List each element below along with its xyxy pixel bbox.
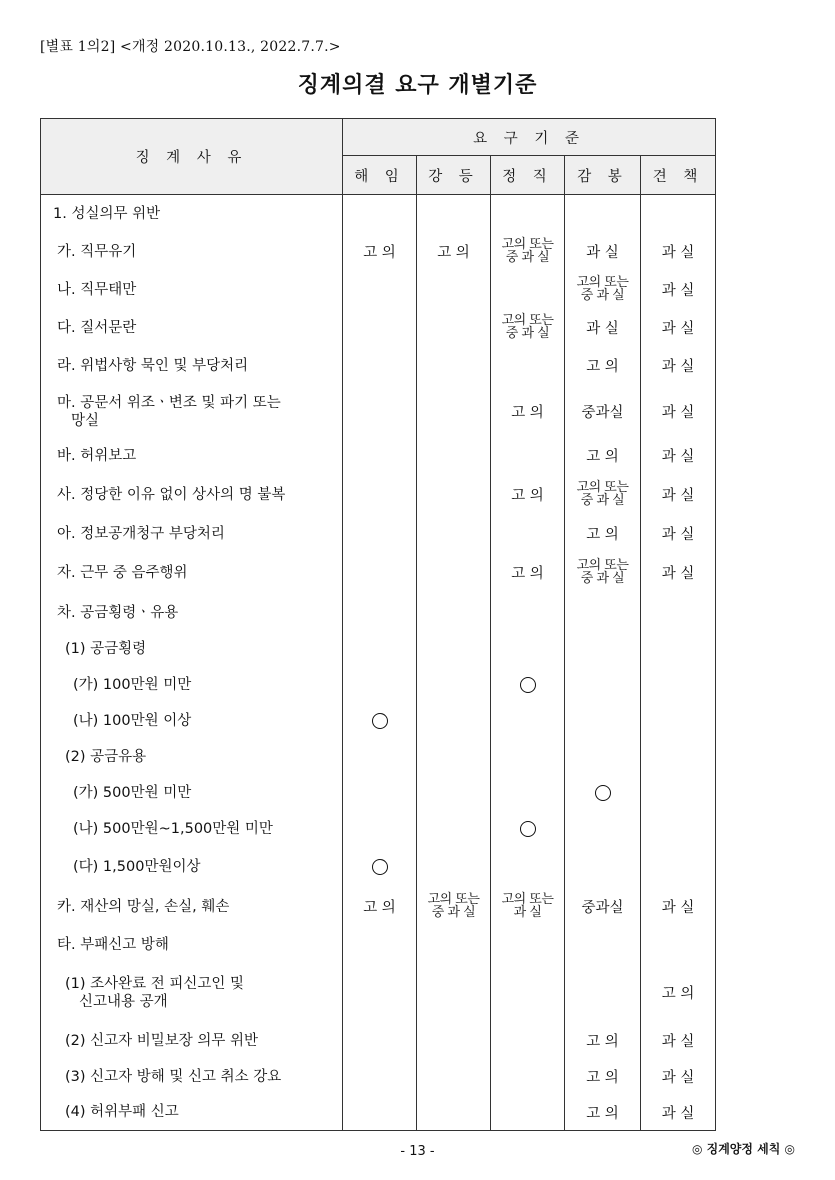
criteria-cell [641,473,716,517]
criteria-cell [491,551,565,595]
header-dismissal: 해 임 [343,156,417,195]
criteria-text: 과 실 [661,1105,695,1122]
reason-text: (나) 500만원~1,500만원 미만 [73,820,273,837]
reason-cell [41,811,343,847]
table-row [41,551,716,595]
criteria-cell [417,271,491,309]
criteria-cell [565,739,641,775]
stacked-criteria: 고의 또는 중 과 실 [427,892,480,920]
criteria-text: 과 실 [661,566,695,582]
reason-cell [41,347,343,385]
criteria-cell [343,309,417,347]
stacked-criteria: 고의 또는 중 과 실 [501,237,554,265]
criteria-cell [491,1059,565,1095]
criteria-cell [491,439,565,473]
criteria-cell [343,439,417,473]
criteria-cell [641,233,716,271]
criteria-text: 과 실 [661,449,695,465]
criteria-cell [343,811,417,847]
discipline-table [40,118,716,1131]
criteria-cell [417,595,491,631]
criteria-cell [641,195,716,233]
criteria-cell [343,1023,417,1059]
table-row [41,1059,716,1095]
reason-cell [41,233,343,271]
header-suspension: 정 직 [491,156,565,195]
reason-cell [41,271,343,309]
criteria-cell [417,775,491,811]
criteria-cell [343,271,417,309]
criteria-cell [641,385,716,439]
criteria-cell [417,195,491,233]
reason-text: 타. 부패신고 방해 [57,936,169,953]
criteria-cell [343,517,417,551]
criteria-cell [343,703,417,739]
table-row [41,1023,716,1059]
criteria-cell [343,775,417,811]
criteria-cell [417,385,491,439]
criteria-cell [491,233,565,271]
criteria-text: 고 의 [586,1105,619,1122]
criteria-cell [641,631,716,667]
criteria-text: 과 실 [661,1034,695,1050]
table-row [41,887,716,927]
criteria-cell [343,631,417,667]
criteria-cell [565,385,641,439]
reason-text-continued: 신고내용 공개 [79,993,168,1010]
criteria-text: 고 의 [586,527,619,543]
stacked-criteria: 고의 또는 중 과 실 [501,313,554,341]
reason-cell [41,927,343,963]
criteria-cell [641,309,716,347]
criteria-cell [343,473,417,517]
stacked-criteria: 고의 또는 중 과 실 [576,558,629,586]
reason-cell [41,309,343,347]
reason-text: (가) 100만원 미만 [73,676,192,693]
criteria-cell [491,271,565,309]
criteria-cell [641,703,716,739]
criteria-cell [491,847,565,887]
table-row [41,385,716,439]
criteria-cell [343,667,417,703]
criteria-text: 고 의 [511,488,544,504]
criteria-cell [343,1095,417,1131]
criteria-text: 과 실 [661,1070,695,1086]
criteria-cell [641,439,716,473]
criteria-cell [417,1023,491,1059]
table-row [41,775,716,811]
criteria-cell [565,1059,641,1095]
reason-text: (가) 500만원 미만 [73,784,192,801]
criteria-text: 고 의 [511,405,544,421]
criteria-cell [565,473,641,517]
criteria-cell [417,887,491,927]
table-row [41,963,716,1023]
criteria-cell [417,1059,491,1095]
header-reason: 징 계 사 유 [41,119,343,195]
reason-cell [41,595,343,631]
criteria-cell [491,347,565,385]
criteria-cell [565,347,641,385]
criteria-cell [565,233,641,271]
criteria-cell [565,1095,641,1131]
criteria-text: 과 실 [661,283,695,299]
reason-text: 차. 공금횡령ㆍ유용 [57,604,179,621]
reason-text-continued: 망실 [71,412,100,429]
circle-mark-icon [372,859,388,875]
criteria-text: 고 의 [437,245,470,261]
criteria-cell [343,739,417,775]
reason-text: (1) 조사완료 전 피신고인 및 [65,975,245,992]
criteria-cell [565,887,641,927]
reason-text: 마. 공문서 위조ㆍ변조 및 파기 또는 [57,394,281,411]
criteria-cell [343,847,417,887]
criteria-cell [417,847,491,887]
table-row [41,811,716,847]
criteria-cell [491,595,565,631]
table-row [41,927,716,963]
criteria-cell [417,551,491,595]
criteria-cell [491,887,565,927]
criteria-cell [417,631,491,667]
criteria-cell [641,847,716,887]
reason-cell [41,385,343,439]
footer-label: ◎ 징계양정 세칙 ◎ [691,1142,795,1156]
criteria-cell [565,775,641,811]
criteria-cell [343,595,417,631]
table-row [41,667,716,703]
table-row [41,473,716,517]
criteria-text: 고 의 [363,900,396,916]
criteria-text: 고 의 [586,1070,619,1086]
criteria-cell [565,667,641,703]
reason-text: 바. 허위보고 [57,447,137,464]
criteria-text: 과 실 [661,321,695,337]
stacked-criteria: 고의 또는 중 과 실 [576,480,629,508]
reason-text: 라. 위법사항 묵인 및 부당처리 [57,357,249,374]
criteria-cell [491,963,565,1023]
criteria-cell [491,1023,565,1059]
criteria-cell [417,811,491,847]
reason-cell [41,631,343,667]
stacked-criteria: 고의 또는 중 과 실 [576,275,629,303]
criteria-text: 고 의 [586,449,619,465]
criteria-cell [417,963,491,1023]
criteria-cell [641,271,716,309]
criteria-cell [565,963,641,1023]
criteria-cell [491,667,565,703]
table-row [41,439,716,473]
criteria-text: 과 실 [661,527,695,543]
criteria-cell [641,963,716,1023]
criteria-cell [491,1095,565,1131]
criteria-cell [565,195,641,233]
criteria-cell [417,1095,491,1131]
reason-cell [41,847,343,887]
reason-cell [41,1059,343,1095]
reason-text: (다) 1,500만원이상 [73,858,201,875]
criteria-cell [641,811,716,847]
criteria-cell [641,667,716,703]
table-body [41,195,716,1131]
reason-cell [41,703,343,739]
criteria-cell [491,703,565,739]
stacked-criteria: 고의 또는 과 실 [501,892,554,920]
table-row [41,271,716,309]
criteria-cell [491,811,565,847]
reason-text: 자. 근무 중 음주행위 [57,564,188,581]
criteria-cell [343,887,417,927]
criteria-cell [343,385,417,439]
criteria-text: 고 의 [661,986,695,1002]
criteria-text: 과 실 [661,359,695,375]
reason-cell [41,775,343,811]
criteria-cell [417,927,491,963]
reason-cell [41,667,343,703]
criteria-cell [491,517,565,551]
criteria-text: 중과실 [581,405,624,421]
table-row [41,847,716,887]
reason-text: (4) 허위부패 신고 [65,1104,179,1121]
reason-text: (나) 100만원 이상 [73,712,192,729]
criteria-text: 과 실 [661,245,695,261]
criteria-cell [641,1095,716,1131]
header-reprimand: 견 책 [641,156,716,195]
criteria-cell [565,847,641,887]
reason-cell [41,1023,343,1059]
criteria-cell [565,309,641,347]
criteria-cell [565,517,641,551]
criteria-cell [641,887,716,927]
table-row [41,309,716,347]
criteria-cell [417,473,491,517]
reason-text: (2) 공금유용 [65,748,147,765]
criteria-cell [641,739,716,775]
criteria-cell [343,1059,417,1095]
criteria-cell [417,233,491,271]
reason-text: 나. 직무태만 [57,281,137,298]
reason-text: 가. 직무유기 [57,243,137,260]
reason-cell [41,439,343,473]
criteria-cell [491,927,565,963]
criteria-cell [641,347,716,385]
criteria-cell [417,667,491,703]
criteria-cell [641,927,716,963]
circle-mark-icon [520,821,536,837]
criteria-cell [417,703,491,739]
header-pay-cut: 감 봉 [565,156,641,195]
criteria-cell [565,703,641,739]
criteria-cell [565,1023,641,1059]
reason-cell [41,963,343,1023]
criteria-text: 과 실 [586,321,619,337]
reason-text: 1. 성실의무 위반 [53,205,161,222]
criteria-cell [343,927,417,963]
criteria-cell [417,309,491,347]
reason-cell [41,551,343,595]
reason-cell [41,739,343,775]
reason-text: 아. 정보공개청구 부당처리 [57,525,225,542]
criteria-cell [491,309,565,347]
table-row [41,739,716,775]
criteria-cell [565,595,641,631]
table-row [41,631,716,667]
criteria-text: 과 실 [661,405,695,421]
criteria-cell [343,963,417,1023]
reason-text: 사. 정당한 이유 없이 상사의 명 불복 [57,486,286,503]
criteria-cell [491,385,565,439]
table-row [41,195,716,233]
reason-text: 다. 질서문란 [57,319,137,336]
criteria-cell [343,233,417,271]
table-row [41,595,716,631]
criteria-cell [343,195,417,233]
criteria-cell [417,739,491,775]
criteria-text: 과 실 [661,900,695,916]
criteria-text: 과 실 [586,245,619,261]
criteria-cell [641,1059,716,1095]
reason-text: (3) 신고자 방해 및 신고 취소 강요 [65,1068,282,1085]
reason-cell [41,195,343,233]
criteria-cell [641,551,716,595]
criteria-text: 고 의 [511,566,544,582]
criteria-cell [641,1023,716,1059]
criteria-cell [641,595,716,631]
header-note: [별표 1의2] <개정 2020.10.13., 2022.7.7.> [40,39,341,55]
criteria-cell [343,551,417,595]
criteria-text: 중과실 [581,900,624,916]
criteria-cell [491,775,565,811]
reason-text: (1) 공금횡령 [65,640,147,657]
header-criteria: 요 구 기 준 [343,119,716,156]
reason-cell [41,887,343,927]
table-row [41,1095,716,1131]
table-row [41,233,716,271]
circle-mark-icon [520,677,536,693]
criteria-cell [343,347,417,385]
criteria-cell [565,551,641,595]
criteria-cell [417,347,491,385]
criteria-text: 고 의 [363,245,396,261]
table-row [41,517,716,551]
criteria-cell [417,439,491,473]
reason-text: (2) 신고자 비밀보장 의무 위반 [65,1032,259,1049]
reason-cell [41,517,343,551]
reason-cell [41,1095,343,1131]
criteria-cell [641,775,716,811]
criteria-cell [565,927,641,963]
page-number: - 13 - [400,1144,435,1159]
criteria-cell [491,195,565,233]
table-row [41,703,716,739]
header-demotion: 강 등 [417,156,491,195]
circle-mark-icon [595,785,611,801]
criteria-cell [491,473,565,517]
criteria-text: 고 의 [586,1034,619,1050]
criteria-cell [491,739,565,775]
table-row [41,347,716,385]
criteria-cell [565,631,641,667]
criteria-cell [491,631,565,667]
criteria-text: 과 실 [661,488,695,504]
criteria-cell [417,517,491,551]
criteria-cell [565,439,641,473]
criteria-cell [641,517,716,551]
criteria-cell [565,811,641,847]
reason-text: 카. 재산의 망실, 손실, 훼손 [57,898,230,915]
circle-mark-icon [372,713,388,729]
criteria-text: 고 의 [586,359,619,375]
criteria-cell [565,271,641,309]
page-title: 징계의결 요구 개별기준 [297,73,538,98]
reason-cell [41,473,343,517]
